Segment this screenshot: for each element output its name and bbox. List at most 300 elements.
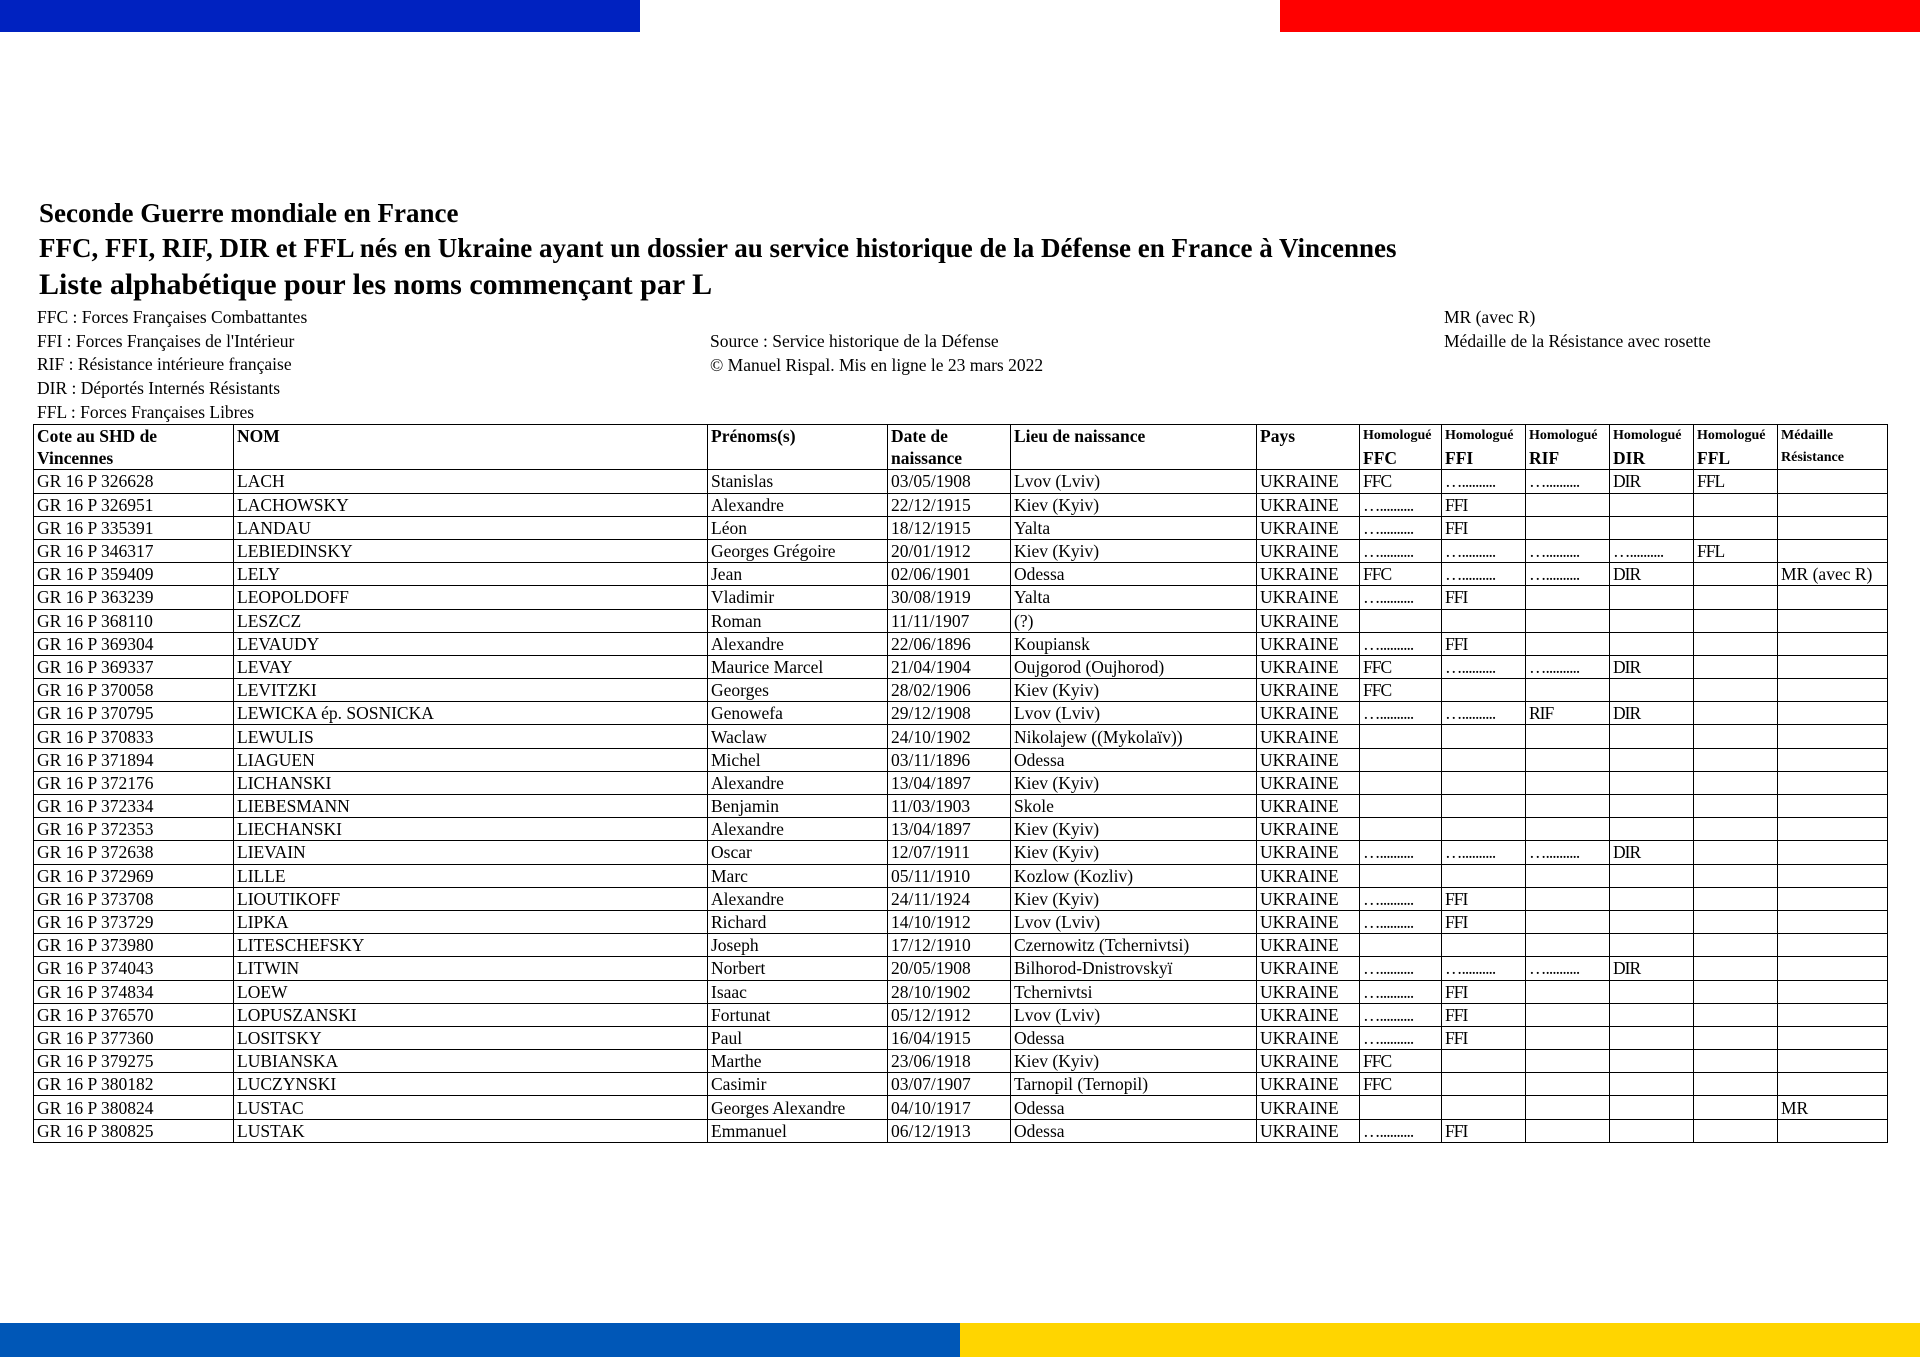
table-row	[34, 1026, 1888, 1049]
nom-cell: LANDAU	[234, 516, 708, 539]
ffc-cell	[1360, 795, 1442, 818]
nom-cell: LELY	[234, 563, 708, 586]
ffi-cell: FFI	[1442, 1026, 1526, 1049]
ffc-cell: …..........	[1360, 980, 1442, 1003]
medaille-cell	[1778, 887, 1888, 910]
lieu-cell: Tchernivtsi	[1011, 980, 1257, 1003]
dir-cell	[1610, 1073, 1694, 1096]
prenoms-cell: Benjamin	[708, 795, 888, 818]
nom-cell: LUSTAK	[234, 1119, 708, 1142]
ffi-cell: FFI	[1442, 980, 1526, 1003]
table-row	[34, 1050, 1888, 1073]
pays-cell: UKRAINE	[1257, 1003, 1360, 1026]
ffc-cell	[1360, 864, 1442, 887]
medaille-cell	[1778, 910, 1888, 933]
ffc-cell	[1360, 609, 1442, 632]
dir-cell: DIR	[1610, 702, 1694, 725]
medaille-cell	[1778, 609, 1888, 632]
date-cell: 17/12/1910	[888, 934, 1011, 957]
cote-cell: GR 16 P 369304	[34, 632, 234, 655]
cote-cell: GR 16 P 379275	[34, 1050, 234, 1073]
dir-cell	[1610, 771, 1694, 794]
medaille-cell	[1778, 586, 1888, 609]
medaille-cell	[1778, 864, 1888, 887]
pays-cell: UKRAINE	[1257, 493, 1360, 516]
ffi-cell: …..........	[1442, 655, 1526, 678]
rif-cell	[1526, 1096, 1610, 1119]
cote-cell: GR 16 P 373729	[34, 910, 234, 933]
lieu-cell: Lvov (Lviv)	[1011, 1003, 1257, 1026]
date-cell: 30/08/1919	[888, 586, 1011, 609]
medal-legend-description: Médaille de la Résistance avec rosette	[1444, 330, 1711, 351]
date-cell: 24/11/1924	[888, 887, 1011, 910]
cote-cell: GR 16 P 374043	[34, 957, 234, 980]
dir-cell	[1610, 934, 1694, 957]
date-cell: 20/05/1908	[888, 957, 1011, 980]
dir-cell	[1610, 586, 1694, 609]
ffc-cell	[1360, 934, 1442, 957]
medaille-cell	[1778, 632, 1888, 655]
header-prenoms-2	[708, 447, 888, 470]
cote-cell: GR 16 P 380182	[34, 1073, 234, 1096]
ffc-cell	[1360, 771, 1442, 794]
rif-cell: …..........	[1526, 957, 1610, 980]
ffc-cell: FFC	[1360, 655, 1442, 678]
ffl-cell	[1694, 493, 1778, 516]
lieu-cell: Skole	[1011, 795, 1257, 818]
flag-bar-bottom-left	[0, 1323, 960, 1357]
dir-cell	[1610, 887, 1694, 910]
ffi-cell	[1442, 818, 1526, 841]
pays-cell: UKRAINE	[1257, 679, 1360, 702]
date-cell: 23/06/1918	[888, 1050, 1011, 1073]
lieu-cell: Odessa	[1011, 563, 1257, 586]
cote-cell: GR 16 P 372176	[34, 771, 234, 794]
dir-cell	[1610, 1003, 1694, 1026]
medaille-cell	[1778, 795, 1888, 818]
rif-cell	[1526, 887, 1610, 910]
ffc-cell: FFC	[1360, 563, 1442, 586]
lieu-cell: Lvov (Lviv)	[1011, 702, 1257, 725]
lieu-cell: (?)	[1011, 609, 1257, 632]
rif-cell	[1526, 679, 1610, 702]
rif-cell	[1526, 1119, 1610, 1142]
pays-cell: UKRAINE	[1257, 980, 1360, 1003]
ffl-cell	[1694, 841, 1778, 864]
nom-cell: LUCZYNSKI	[234, 1073, 708, 1096]
ffi-cell: FFI	[1442, 516, 1526, 539]
ffl-cell: FFL	[1694, 470, 1778, 493]
header-lieu: Lieu de naissance	[1011, 425, 1257, 448]
nom-cell: LIAGUEN	[234, 748, 708, 771]
nom-cell: LESZCZ	[234, 609, 708, 632]
nom-cell: LOEW	[234, 980, 708, 1003]
ffi-cell: …..........	[1442, 563, 1526, 586]
cote-cell: GR 16 P 374834	[34, 980, 234, 1003]
dir-cell	[1610, 632, 1694, 655]
legend-dir: DIR : Déportés Internés Résistants	[37, 378, 281, 399]
lieu-cell: Oujgorod (Oujhorod)	[1011, 655, 1257, 678]
lieu-cell: Kiev (Kyiv)	[1011, 841, 1257, 864]
rif-cell: …..........	[1526, 470, 1610, 493]
header-homologue-dir: Homologué	[1610, 425, 1694, 448]
pays-cell: UKRAINE	[1257, 1050, 1360, 1073]
table-row	[34, 470, 1888, 493]
prenoms-cell: Alexandre	[708, 632, 888, 655]
medaille-cell: MR	[1778, 1096, 1888, 1119]
pays-cell: UKRAINE	[1257, 655, 1360, 678]
cote-cell: GR 16 P 377360	[34, 1026, 234, 1049]
nom-cell: LEWULIS	[234, 725, 708, 748]
medaille-cell	[1778, 980, 1888, 1003]
lieu-cell: Kiev (Kyiv)	[1011, 539, 1257, 562]
pays-cell: UKRAINE	[1257, 702, 1360, 725]
prenoms-cell: Richard	[708, 910, 888, 933]
nom-cell: LEVITZKI	[234, 679, 708, 702]
header-pays: Pays	[1257, 425, 1360, 448]
date-cell: 16/04/1915	[888, 1026, 1011, 1049]
cote-cell: GR 16 P 380824	[34, 1096, 234, 1119]
date-cell: 12/07/1911	[888, 841, 1011, 864]
prenoms-cell: Alexandre	[708, 887, 888, 910]
header-date-2: naissance	[888, 447, 1011, 470]
legend-ffc: FFC : Forces Françaises Combattantes	[37, 307, 308, 327]
ffl-cell: FFL	[1694, 539, 1778, 562]
records-table	[33, 424, 1888, 1143]
nom-cell: LIEBESMANN	[234, 795, 708, 818]
pays-cell: UKRAINE	[1257, 539, 1360, 562]
ffl-cell	[1694, 632, 1778, 655]
date-cell: 28/10/1902	[888, 980, 1011, 1003]
ffc-cell: FFC	[1360, 679, 1442, 702]
lieu-cell: Koupiansk	[1011, 632, 1257, 655]
dir-cell	[1610, 910, 1694, 933]
medaille-cell	[1778, 679, 1888, 702]
rif-cell	[1526, 1073, 1610, 1096]
medaille-cell	[1778, 1003, 1888, 1026]
lieu-cell: Odessa	[1011, 748, 1257, 771]
ffc-cell	[1360, 818, 1442, 841]
dir-cell	[1610, 516, 1694, 539]
date-cell: 18/12/1915	[888, 516, 1011, 539]
medaille-cell	[1778, 1026, 1888, 1049]
table-row	[34, 516, 1888, 539]
prenoms-cell: Georges Alexandre	[708, 1096, 888, 1119]
nom-cell: LUSTAC	[234, 1096, 708, 1119]
ffl-cell	[1694, 1003, 1778, 1026]
cote-cell: GR 16 P 363239	[34, 586, 234, 609]
dir-cell	[1610, 818, 1694, 841]
rif-cell	[1526, 864, 1610, 887]
cote-cell: GR 16 P 373980	[34, 934, 234, 957]
rif-cell: RIF	[1526, 702, 1610, 725]
dir-cell	[1610, 679, 1694, 702]
date-cell: 28/02/1906	[888, 679, 1011, 702]
legend-ffl: FFL : Forces Françaises Libres	[37, 401, 255, 422]
ffc-cell: …..........	[1360, 702, 1442, 725]
prenoms-cell: Alexandre	[708, 818, 888, 841]
ffc-cell: …..........	[1360, 841, 1442, 864]
ffi-cell: FFI	[1442, 632, 1526, 655]
legend-ffi: FFI : Forces Françaises de l'Intérieur	[37, 330, 295, 351]
table-row	[34, 493, 1888, 516]
copyright-line: © Manuel Rispal. Mis en ligne le 23 mars 2022	[710, 354, 1044, 375]
dir-cell: DIR	[1610, 957, 1694, 980]
header-homologue-rif: Homologué	[1526, 425, 1610, 448]
medaille-cell	[1778, 748, 1888, 771]
pays-cell: UKRAINE	[1257, 1119, 1360, 1142]
header-lieu-2	[1011, 447, 1257, 470]
table-row	[34, 539, 1888, 562]
ffl-cell	[1694, 655, 1778, 678]
rif-cell	[1526, 771, 1610, 794]
cote-cell: GR 16 P 376570	[34, 1003, 234, 1026]
medaille-cell	[1778, 841, 1888, 864]
header-ffc: FFC	[1360, 447, 1442, 470]
pays-cell: UKRAINE	[1257, 957, 1360, 980]
ffl-cell	[1694, 1073, 1778, 1096]
nom-cell: LEBIEDINSKY	[234, 539, 708, 562]
table-row	[34, 934, 1888, 957]
prenoms-cell: Maurice Marcel	[708, 655, 888, 678]
date-cell: 29/12/1908	[888, 702, 1011, 725]
header-nom: NOM	[234, 425, 708, 448]
ffi-cell: …..........	[1442, 702, 1526, 725]
cote-cell: GR 16 P 371894	[34, 748, 234, 771]
cote-cell: GR 16 P 372638	[34, 841, 234, 864]
ffc-cell: …..........	[1360, 957, 1442, 980]
ffi-cell: FFI	[1442, 910, 1526, 933]
ffc-cell	[1360, 1096, 1442, 1119]
prenoms-cell: Emmanuel	[708, 1119, 888, 1142]
lieu-cell: Kozlow (Kozliv)	[1011, 864, 1257, 887]
pays-cell: UKRAINE	[1257, 470, 1360, 493]
lieu-cell: Odessa	[1011, 1026, 1257, 1049]
nom-cell: LIEVAIN	[234, 841, 708, 864]
rif-cell	[1526, 1026, 1610, 1049]
date-cell: 22/06/1896	[888, 632, 1011, 655]
ffi-cell	[1442, 609, 1526, 632]
lieu-cell: Yalta	[1011, 586, 1257, 609]
ffc-cell: FFC	[1360, 1073, 1442, 1096]
date-cell: 21/04/1904	[888, 655, 1011, 678]
header-row-2	[34, 447, 1888, 470]
table-row	[34, 725, 1888, 748]
rif-cell	[1526, 609, 1610, 632]
lieu-cell: Kiev (Kyiv)	[1011, 887, 1257, 910]
table-row	[34, 910, 1888, 933]
header-homologue-ffl: Homologué	[1694, 425, 1778, 448]
ffc-cell: …..........	[1360, 493, 1442, 516]
prenoms-cell: Norbert	[708, 957, 888, 980]
date-cell: 13/04/1897	[888, 818, 1011, 841]
cote-cell: GR 16 P 370058	[34, 679, 234, 702]
medaille-cell	[1778, 725, 1888, 748]
table-row	[34, 609, 1888, 632]
prenoms-cell: Vladimir	[708, 586, 888, 609]
table-row	[34, 748, 1888, 771]
ffl-cell	[1694, 818, 1778, 841]
dir-cell: DIR	[1610, 563, 1694, 586]
ffi-cell: FFI	[1442, 887, 1526, 910]
lieu-cell: Odessa	[1011, 1119, 1257, 1142]
prenoms-cell: Fortunat	[708, 1003, 888, 1026]
rif-cell	[1526, 516, 1610, 539]
nom-cell: LEWICKA ép. SOSNICKA	[234, 702, 708, 725]
pays-cell: UKRAINE	[1257, 725, 1360, 748]
lieu-cell: Odessa	[1011, 1096, 1257, 1119]
medaille-cell: MR (avec R)	[1778, 563, 1888, 586]
header-row-1	[34, 425, 1888, 448]
dir-cell	[1610, 748, 1694, 771]
nom-cell: LOSITSKY	[234, 1026, 708, 1049]
prenoms-cell: Alexandre	[708, 493, 888, 516]
pays-cell: UKRAINE	[1257, 910, 1360, 933]
ffl-cell	[1694, 748, 1778, 771]
table-row	[34, 632, 1888, 655]
ffl-cell	[1694, 702, 1778, 725]
ffi-cell	[1442, 864, 1526, 887]
dir-cell	[1610, 980, 1694, 1003]
pays-cell: UKRAINE	[1257, 748, 1360, 771]
lieu-cell: Lvov (Lviv)	[1011, 910, 1257, 933]
pays-cell: UKRAINE	[1257, 818, 1360, 841]
rif-cell	[1526, 795, 1610, 818]
nom-cell: LIECHANSKI	[234, 818, 708, 841]
dir-cell	[1610, 1050, 1694, 1073]
prenoms-cell: Roman	[708, 609, 888, 632]
medal-legend-code: MR (avec R)	[1444, 307, 1536, 327]
pays-cell: UKRAINE	[1257, 563, 1360, 586]
date-cell: 13/04/1897	[888, 771, 1011, 794]
header-ffl: FFL	[1694, 447, 1778, 470]
prenoms-cell: Georges	[708, 679, 888, 702]
ffi-cell: …..........	[1442, 470, 1526, 493]
nom-cell: LOPUSZANSKI	[234, 1003, 708, 1026]
dir-cell	[1610, 864, 1694, 887]
nom-cell: LITESCHEFSKY	[234, 934, 708, 957]
nom-cell: LILLE	[234, 864, 708, 887]
dir-cell	[1610, 795, 1694, 818]
table-row	[34, 679, 1888, 702]
title-line-3: Liste alphabétique pour les noms commençant par L	[39, 268, 713, 301]
ffi-cell: FFI	[1442, 493, 1526, 516]
nom-cell: LEOPOLDOFF	[234, 586, 708, 609]
cote-cell: GR 16 P 370795	[34, 702, 234, 725]
header-medaille: Médaille	[1778, 425, 1888, 448]
prenoms-cell: Stanislas	[708, 470, 888, 493]
ffl-cell	[1694, 887, 1778, 910]
rif-cell: …..........	[1526, 655, 1610, 678]
pays-cell: UKRAINE	[1257, 771, 1360, 794]
rif-cell	[1526, 934, 1610, 957]
ffl-cell	[1694, 516, 1778, 539]
ffl-cell	[1694, 1119, 1778, 1142]
rif-cell	[1526, 748, 1610, 771]
ffl-cell	[1694, 563, 1778, 586]
ffl-cell	[1694, 910, 1778, 933]
date-cell: 06/12/1913	[888, 1119, 1011, 1142]
rif-cell	[1526, 632, 1610, 655]
dir-cell: DIR	[1610, 841, 1694, 864]
date-cell: 03/07/1907	[888, 1073, 1011, 1096]
cote-cell: GR 16 P 346317	[34, 539, 234, 562]
cote-cell: GR 16 P 380825	[34, 1119, 234, 1142]
table-row	[34, 795, 1888, 818]
pays-cell: UKRAINE	[1257, 934, 1360, 957]
table-row	[34, 702, 1888, 725]
ffl-cell	[1694, 609, 1778, 632]
ffl-cell	[1694, 980, 1778, 1003]
date-cell: 22/12/1915	[888, 493, 1011, 516]
medaille-cell	[1778, 539, 1888, 562]
ffc-cell: FFC	[1360, 470, 1442, 493]
flag-bar-top-left	[0, 0, 640, 32]
lieu-cell: Kiev (Kyiv)	[1011, 818, 1257, 841]
dir-cell	[1610, 1026, 1694, 1049]
lieu-cell: Kiev (Kyiv)	[1011, 679, 1257, 702]
nom-cell: LICHANSKI	[234, 771, 708, 794]
rif-cell	[1526, 1050, 1610, 1073]
medaille-cell	[1778, 1073, 1888, 1096]
dir-cell	[1610, 1096, 1694, 1119]
date-cell: 04/10/1917	[888, 1096, 1011, 1119]
medaille-cell	[1778, 934, 1888, 957]
cote-cell: GR 16 P 372334	[34, 795, 234, 818]
prenoms-cell: Marc	[708, 864, 888, 887]
table-row	[34, 1119, 1888, 1142]
header-cote: Cote au SHD de	[34, 425, 234, 448]
prenoms-cell: Marthe	[708, 1050, 888, 1073]
prenoms-cell: Oscar	[708, 841, 888, 864]
pays-cell: UKRAINE	[1257, 1026, 1360, 1049]
rif-cell	[1526, 493, 1610, 516]
table-row	[34, 957, 1888, 980]
pays-cell: UKRAINE	[1257, 864, 1360, 887]
ffi-cell: …..........	[1442, 957, 1526, 980]
title-line-2: FFC, FFI, RIF, DIR et FFL nés en Ukraine ayant un dossier au service historique de la Défense en France à Vincennes	[39, 233, 1397, 263]
pays-cell: UKRAINE	[1257, 841, 1360, 864]
nom-cell: LITWIN	[234, 957, 708, 980]
medaille-cell	[1778, 1119, 1888, 1142]
pays-cell: UKRAINE	[1257, 1073, 1360, 1096]
header-dir: DIR	[1610, 447, 1694, 470]
abbreviation-legend	[37, 306, 307, 425]
header-rif: RIF	[1526, 447, 1610, 470]
flag-bar-bottom-right	[960, 1323, 1920, 1357]
table-row	[34, 864, 1888, 887]
prenoms-cell: Paul	[708, 1026, 888, 1049]
prenoms-cell: Joseph	[708, 934, 888, 957]
ffc-cell: …..........	[1360, 632, 1442, 655]
ffl-cell	[1694, 957, 1778, 980]
nom-cell: LEVAY	[234, 655, 708, 678]
date-cell: 14/10/1912	[888, 910, 1011, 933]
dir-cell: DIR	[1610, 470, 1694, 493]
ffi-cell: FFI	[1442, 1119, 1526, 1142]
date-cell: 05/11/1910	[888, 864, 1011, 887]
ffc-cell: …..........	[1360, 910, 1442, 933]
header-date: Date de	[888, 425, 1011, 448]
cote-cell: GR 16 P 326951	[34, 493, 234, 516]
ffc-cell: …..........	[1360, 1003, 1442, 1026]
rif-cell	[1526, 980, 1610, 1003]
prenoms-cell: Léon	[708, 516, 888, 539]
dir-cell: DIR	[1610, 655, 1694, 678]
cote-cell: GR 16 P 370833	[34, 725, 234, 748]
lieu-cell: Tarnopil (Ternopil)	[1011, 1073, 1257, 1096]
prenoms-cell: Isaac	[708, 980, 888, 1003]
